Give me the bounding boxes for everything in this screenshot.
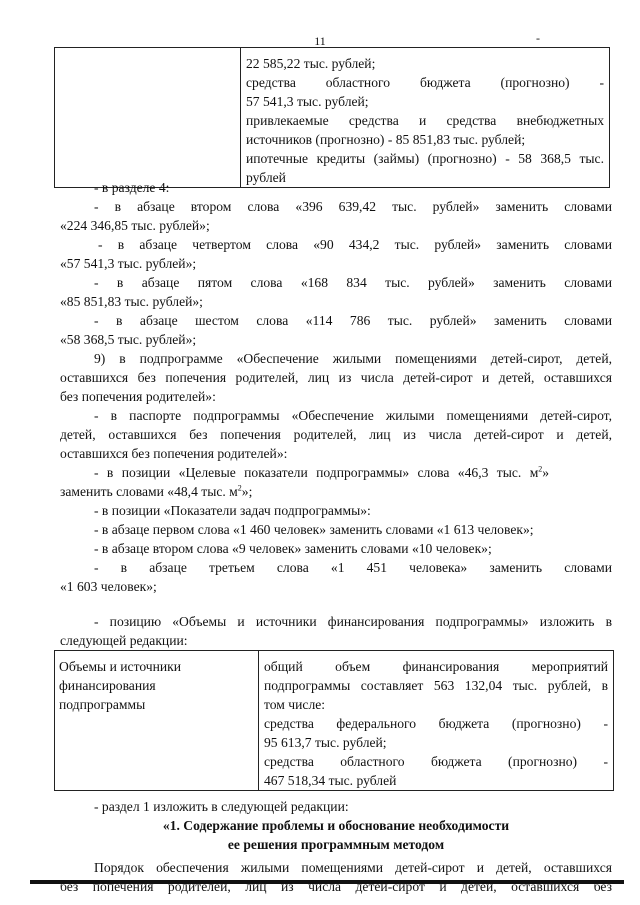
text-line: «57 541,3 тыс. рублей»; [60,256,197,271]
text-line: оставшихся без попечения родителей»: [60,446,288,461]
text-line: «224 346,85 тыс. рублей»; [60,218,210,233]
after-table-text: - раздел 1 изложить в следующей редакции: [94,799,349,814]
table2-left-cell [55,651,259,791]
funding-table-continued [54,47,610,188]
text-line: оставшихся без попечения родителей, лиц из числа детей-сирот и детей, оставшихся [60,370,612,385]
table2-line: общий объем финансирования мероприятий [264,659,608,674]
text-line: - в абзаце первом слова «1 460 человек» заменить словами «1 613 человек»; [94,522,534,537]
text-line: - в абзаце втором слова «396 639,42 тыс. рублей» заменить словами [94,199,612,214]
table1-line: 22 585,22 тыс. рублей; [246,56,376,71]
text-line: следующей редакции: [60,633,188,648]
text-line: без попечения родителей»: [60,389,216,404]
text-line: - в разделе 4: [94,180,170,195]
text-line: - в абзаце втором слова «9 человек» заменить словами «10 человек»; [94,541,492,556]
text-line: - в позиции «Показатели задач подпрограммы»: [94,503,371,518]
text-line: - в абзаце пятом слова «168 834 тыс. рублей» заменить словами [94,275,612,290]
text-line: - в абзаце четвертом слова «90 434,2 тыс. рублей» заменить словами [98,237,612,252]
table1-line: привлекаемые средства и средства внебюджетных [246,113,604,128]
text-line: - в позиции «Целевые показатели подпрограммы» слова «46,3 тыс. $м^2$» [94,464,550,480]
table1-line: средства областного бюджета (прогнозно) - [246,75,604,90]
top-mark: - [536,31,540,45]
text-line: Порядок обеспечения жилыми помещениями детей-сирот и детей, оставшихся [94,860,612,875]
table2-line: 95 613,7 тыс. рублей; [264,735,387,750]
text-line: - в паспорте подпрограммы «Обеспечение жилыми помещениями детей-сирот, [94,408,612,423]
text-line: - в абзаце шестом слова «114 786 тыс. рублей» заменить словами [94,313,612,328]
text-line: 9) в подпрограмме «Обеспечение жилыми помещениями детей-сирот, детей, [94,351,612,366]
table2-line: подпрограммы составляет 563 132,04 тыс. рублей, в [264,678,608,693]
table2-label: финансирования [59,678,156,693]
funding-table [54,650,614,791]
table1-right-cell [241,48,610,188]
table1-line: ипотечные кредиты (займы) (прогнозно) - 58 368,5 тыс. [246,151,604,166]
table2-line: средства федерального бюджета (прогнозно) - [264,716,608,731]
table2-line: том числе: [264,697,326,712]
table2-line: средства областного бюджета (прогнозно) - [264,754,608,769]
text-line: - позицию «Объемы и источники финансирования подпрограммы» изложить в [94,614,612,629]
section-heading: «1. Содержание проблемы и обоснование необходимости [162,818,510,833]
table2-line: 467 518,34 тыс. рублей [264,773,397,788]
section-heading: ее решения программным методом [227,837,445,852]
table1-line: рублей [246,170,286,185]
table1-left-cell [55,48,241,188]
table1-line: источников (прогнозно) - 85 851,83 тыс. рублей; [246,132,526,147]
table1-line: 57 541,3 тыс. рублей; [246,94,369,109]
text-line: «1 603 человек»; [60,579,157,594]
text-line: детей, оставшихся без попечения родителей, лиц из числа детей-сирот и детей, [60,427,612,442]
table2-right-cell [259,651,614,791]
text-line: «58 368,5 тыс. рублей»; [60,332,197,347]
text-line: заменить словами «48,4 тыс. $м^2$»; [60,483,253,499]
table2-label: Объемы и источники [59,659,182,674]
page-number: 11 [314,34,326,48]
text-line: без попечения родителей, лиц из числа детей-сирот и детей, оставшихся без [60,879,612,894]
text-line: «85 851,83 тыс. рублей»; [60,294,203,309]
table2-label: подпрограммы [59,697,146,712]
text-line: - в абзаце третьем слова «1 451 человека» заменить словами [94,560,612,575]
